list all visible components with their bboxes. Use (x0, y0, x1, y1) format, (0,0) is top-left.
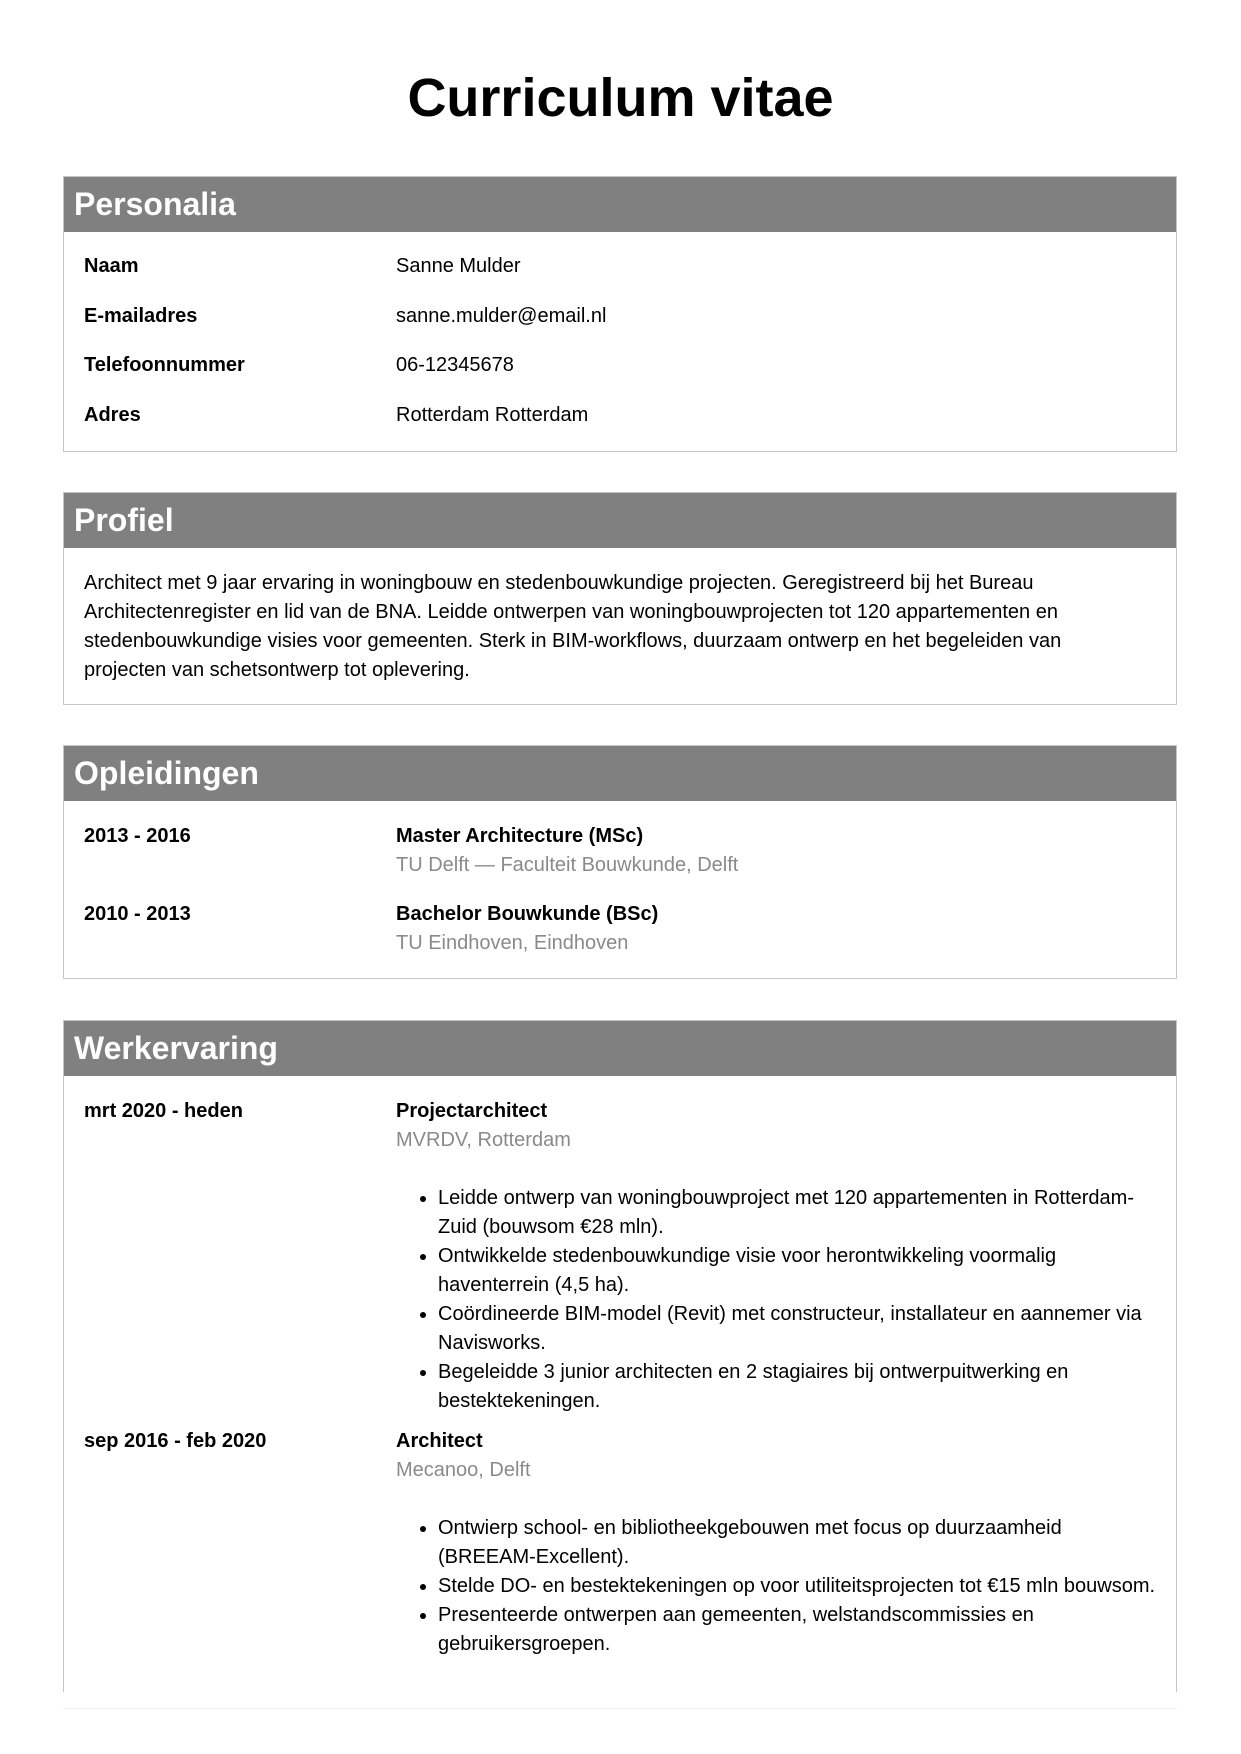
job-period: mrt 2020 - heden (84, 1100, 243, 1122)
werkervaring-section (63, 1020, 1177, 1692)
job-company: MVRDV, Rotterdam (396, 1129, 571, 1151)
job-item (84, 1097, 1156, 1416)
personal-row-name (84, 252, 1156, 302)
werkervaring-heading: Werkervaring (64, 1021, 1176, 1076)
education-title: Bachelor Bouwkunde (BSc) (396, 903, 659, 925)
address-value: Rotterdam Rotterdam (396, 403, 589, 426)
job-company: Mecanoo, Delft (396, 1459, 531, 1481)
personalia-section (63, 176, 1177, 452)
job-bullet: • Begeleidde 3 junior architecten en 2 stagiaires bij ontwerpuitwerking en bestektekeningen. (438, 1358, 1156, 1416)
profiel-section (63, 492, 1177, 705)
personal-row-email (84, 302, 1156, 352)
job-bullet-list (396, 1514, 1156, 1659)
profiel-heading: Profiel (64, 493, 1176, 548)
job-item (84, 1427, 1156, 1659)
email-value: sanne.mulder@email.nl (396, 304, 607, 327)
job-bullet: • Stelde DO- en bestektekeningen op voor utiliteitsprojecten tot €15 mln bouwsom. (438, 1572, 1156, 1601)
education-title: Master Architecture (MSc) (396, 825, 644, 847)
opleidingen-section (63, 745, 1177, 979)
profiel-text: Architect met 9 jaar ervaring in woningbouw en stedenbouwkundige projecten. Geregistreerd bij het Bureau Architectenregister en lid van de BNA. Leidde ontwerpen van woningbouwprojecten tot 120 appartementen en stedenbouwkundige visies voor gemeenten. Sterk in BIM-workflows, duurzaam ontwerp en het begeleiden van projecten van schetsontwerp tot oplevering. (84, 572, 1062, 681)
page-title: Curriculum vitae (407, 68, 834, 128)
job-bullet: • Presenteerde ontwerpen aan gemeenten, welstandscommissies en gebruikersgroepen. (438, 1601, 1156, 1659)
email-label: E-mailadres (84, 304, 198, 327)
education-institution: TU Delft — Faculteit Bouwkunde, Delft (396, 854, 739, 876)
personal-row-phone (84, 351, 1156, 401)
personalia-heading: Personalia (64, 177, 1176, 232)
education-item (84, 900, 1156, 978)
education-institution: TU Eindhoven, Eindhoven (396, 932, 629, 954)
page-bottom-divider (63, 1708, 1177, 1709)
phone-label: Telefoonnummer (84, 354, 245, 376)
job-bullet: • Coördineerde BIM-model (Revit) met constructeur, installateur en aannemer via Navisworks. (438, 1300, 1156, 1358)
job-title: Projectarchitect (396, 1100, 548, 1122)
job-bullet-list (396, 1184, 1156, 1416)
education-item (84, 822, 1156, 900)
job-bullet: • Ontwikkelde stedenbouwkundige visie voor herontwikkeling voormalig haventerrein (4,5 ha). (438, 1242, 1156, 1300)
name-value: Sanne Mulder (396, 255, 521, 277)
name-label: Naam (84, 255, 139, 277)
education-period: 2013 - 2016 (84, 825, 191, 847)
job-bullet: • Ontwierp school- en bibliotheekgebouwen met focus op duurzaamheid (BREEAM-Excellent). (438, 1514, 1156, 1572)
education-period: 2010 - 2013 (84, 903, 191, 925)
personal-row-address (84, 401, 1156, 451)
phone-value: 06-12345678 (396, 354, 514, 376)
opleidingen-heading: Opleidingen (64, 746, 1176, 801)
job-bullet: • Leidde ontwerp van woningbouwproject met 120 appartementen in Rotterdam-Zuid (bouwsom €28 mln). (438, 1184, 1156, 1242)
job-title: Architect (396, 1430, 483, 1452)
address-label: Adres (84, 403, 141, 426)
job-period: sep 2016 - feb 2020 (84, 1430, 267, 1452)
